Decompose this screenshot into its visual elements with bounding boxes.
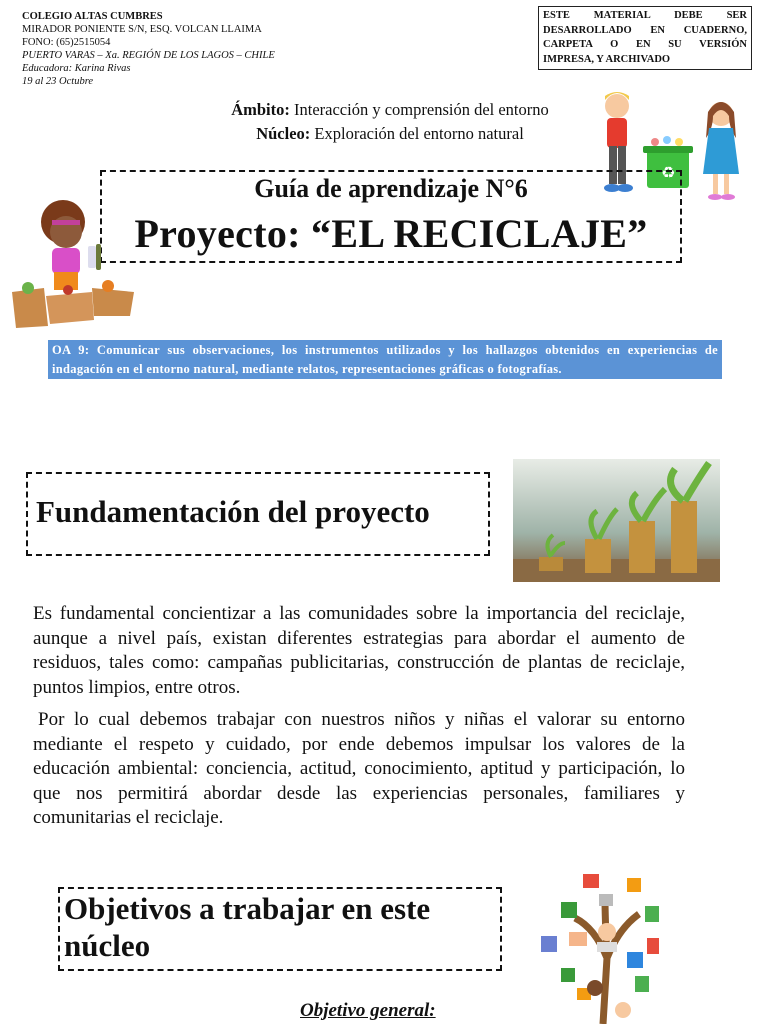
guide-subtitle: Guía de aprendizaje N°6 (254, 174, 528, 203)
school-city: PUERTO VARAS – Xa. REGIÓN DE LOS LAGOS – CHILE (22, 50, 275, 61)
school-header (22, 10, 275, 88)
book-tree-illustration (535, 868, 675, 1024)
nucleo-label: Núcleo: (256, 124, 311, 143)
notice-line: CARPETA O EN SU VERSIÓN (543, 39, 747, 50)
notice-line: IMPRESA, Y ARCHIVADO (543, 53, 671, 65)
school-name: COLEGIO ALTAS CUMBRES (22, 11, 163, 22)
fundamentacion-heading: Fundamentación del proyecto (36, 494, 430, 529)
context-info (150, 98, 630, 146)
svg-text:♻: ♻ (661, 163, 676, 182)
ambito-value: Interacción y comprensión del entorno (289, 100, 549, 119)
fundamentacion-paragraph-2: Por lo cual debemos trabajar con nuestros niños y niñas el valorar su entorno mediante el respeto y cuidado, por ende debemos impulsar los valores de la educación ambiental: conciencia, actitud, conocimiento, aptitud y participación, lo que nos permitirá abordar desde las experiencias personales, familiares y comunitarias el reciclaje. (33, 709, 685, 828)
notice-line: ESTE MATERIAL DEBE SER (543, 10, 747, 21)
learning-objective-oa9: OA 9: Comunicar sus observaciones, los instrumentos utilizados y los hallazgos obtenidos en experiencias de indagación en el entorno natural, mediante relatos, representaciones gráficas o fotografías. (48, 340, 722, 379)
girl-recycling-boxes-illustration (8, 192, 143, 330)
coins-sprouts-photo (513, 459, 720, 582)
ambito-label: Ámbito: (231, 100, 290, 119)
ambito-line (150, 98, 630, 122)
school-phone: FONO: (65)2515054 (22, 37, 111, 48)
school-address: MIRADOR PONIENTE S/N, ESQ. VOLCAN LLAIMA (22, 24, 262, 35)
objetivos-heading: Objetivos a trabajar en este núcleo (64, 891, 431, 963)
material-notice (538, 6, 752, 70)
notice-line: DESARROLLADO EN CUADERNO, (543, 24, 747, 36)
fundamentacion-paragraph-1: Es fundamental concientizar a las comunidades sobre la importancia del reciclaje, aunque a nivel país, existan diferentes estrategias para abordar el aumento de residuos, tales como: campañas publicitarias, construcción de plantas de reciclaje, puntos limpios, entre otros. (33, 603, 685, 698)
educator-name: Educadora: Karina Rivas (22, 63, 131, 74)
nucleo-value: Exploración del entorno natural (310, 124, 524, 143)
date-range: 19 al 23 Octubre (22, 76, 94, 87)
project-title: Proyecto: “EL RECICLAJE” (134, 211, 648, 256)
nucleo-line (150, 122, 630, 146)
objetivo-general-heading: Objetivo general: (300, 1000, 436, 1021)
